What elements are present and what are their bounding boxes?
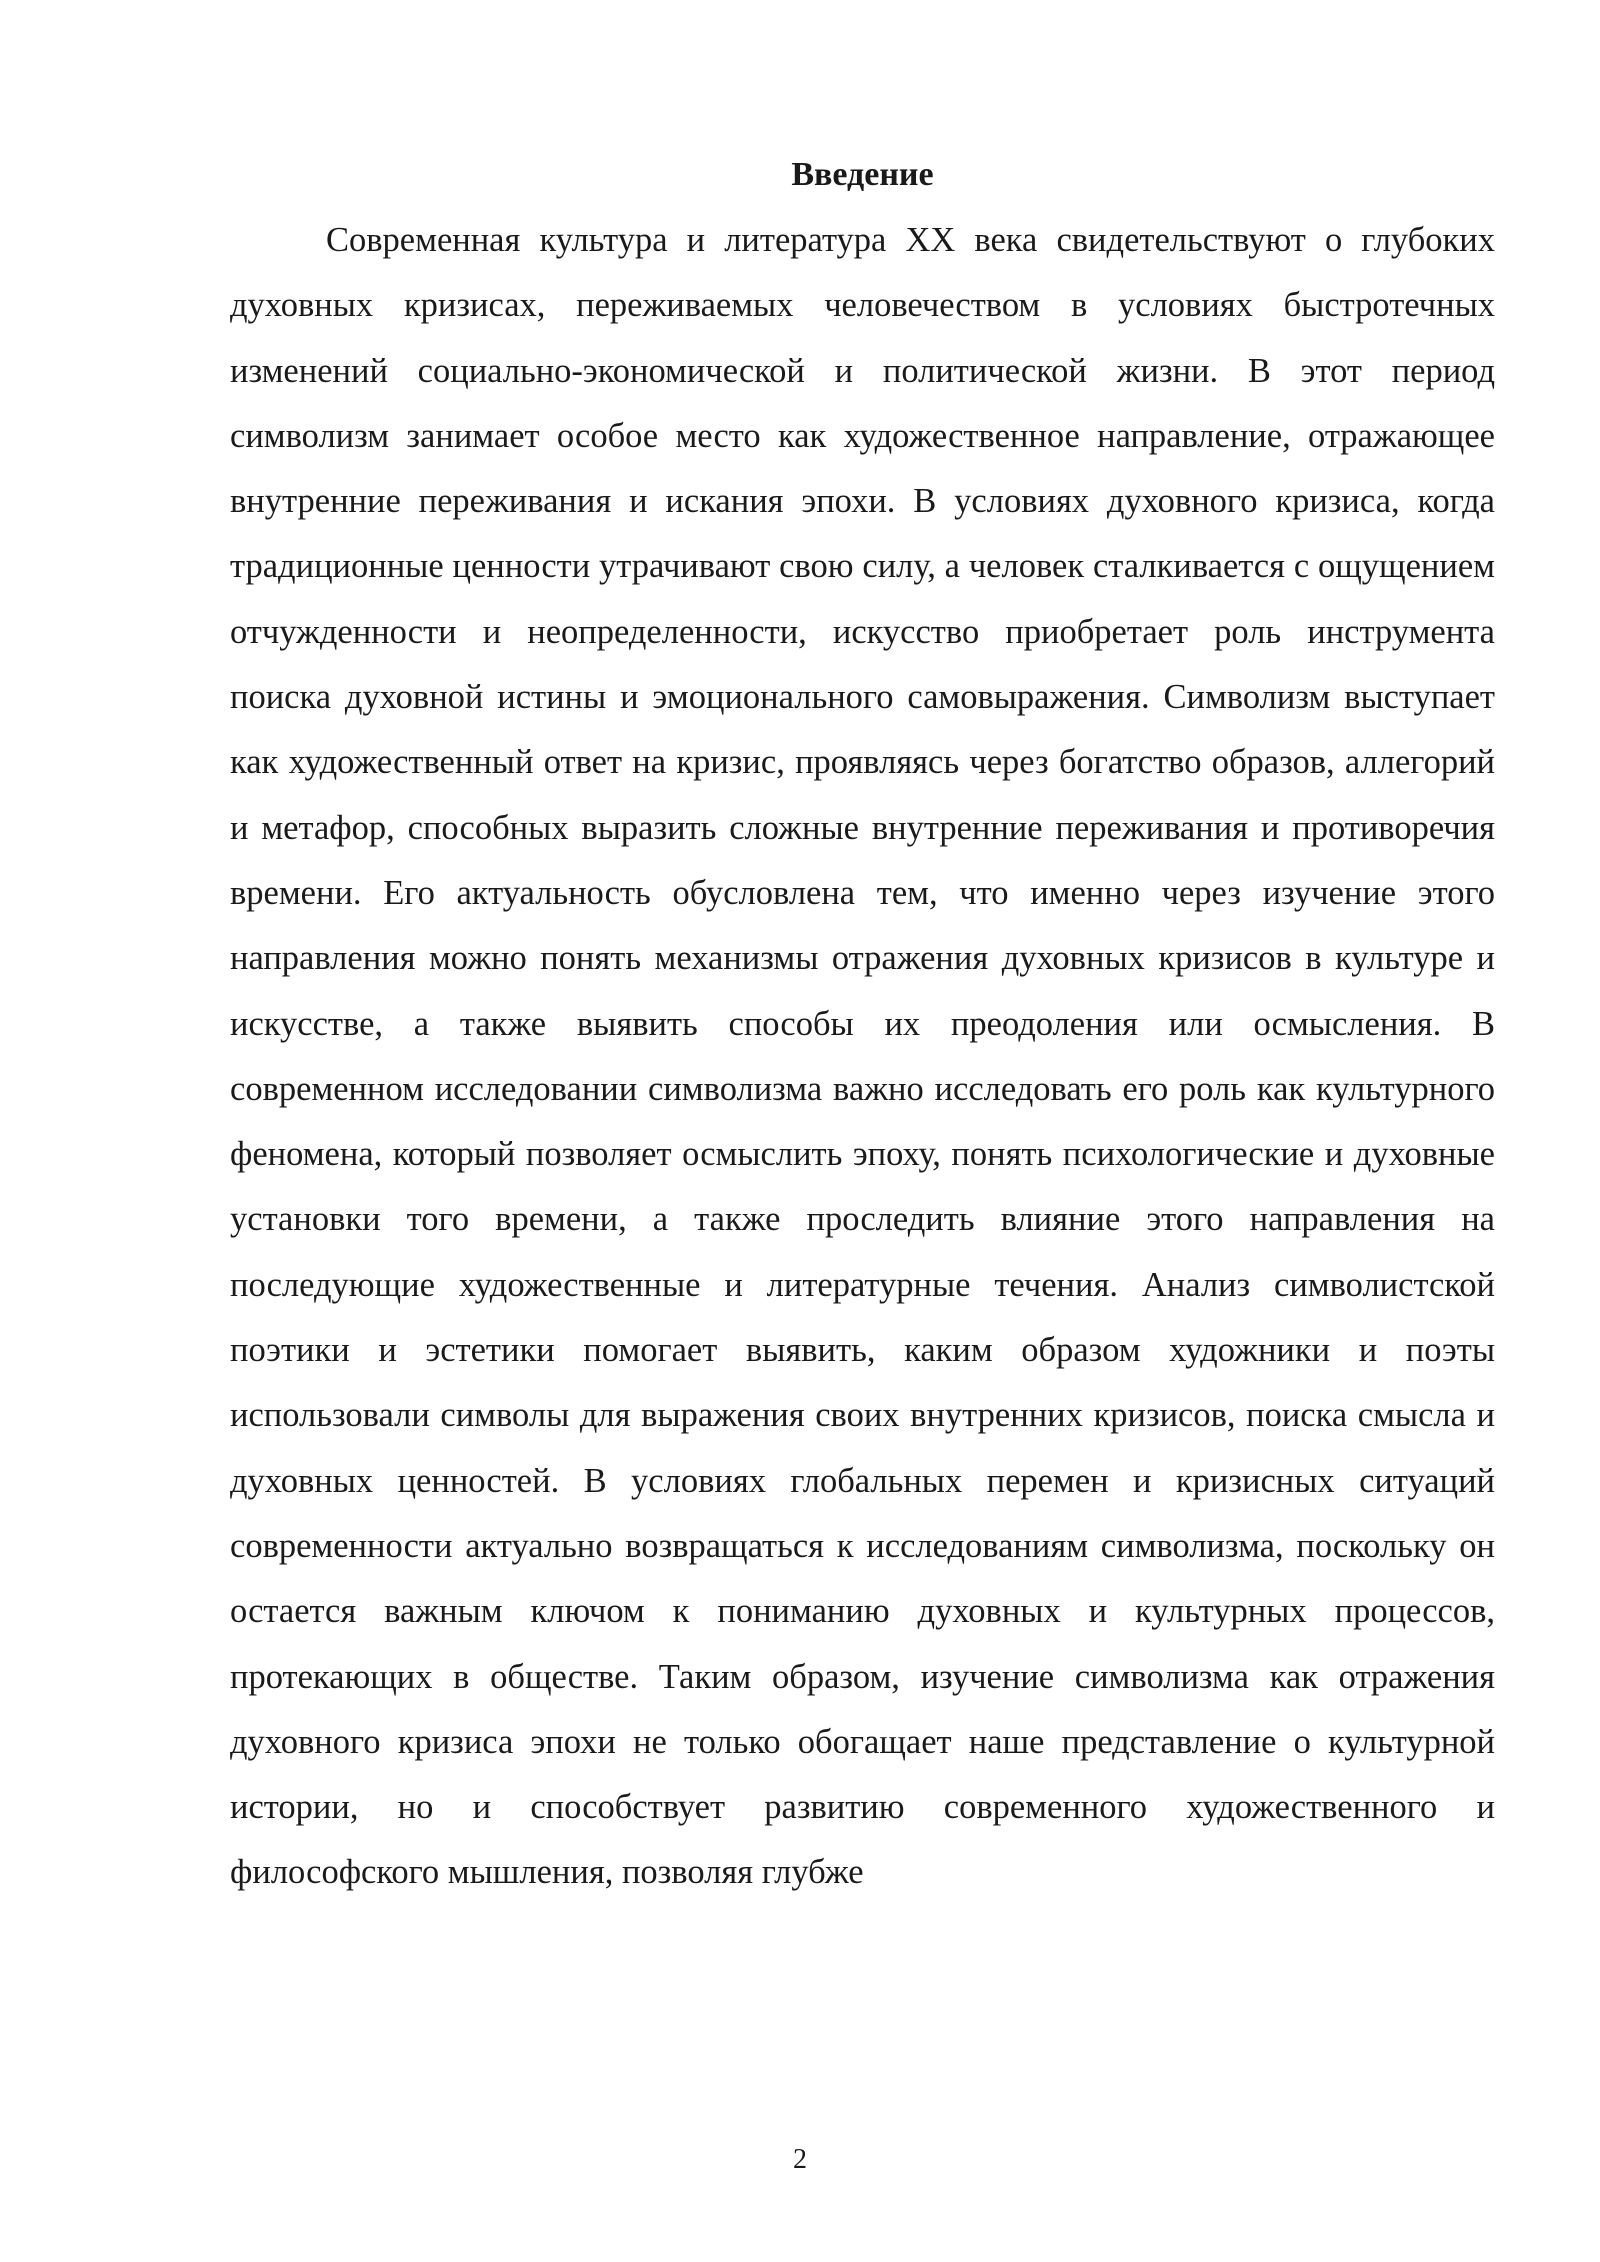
section-heading: Введение: [791, 156, 934, 193]
page-number: 2: [793, 2144, 807, 2175]
body-paragraph: Современная культура и литература XX века свидетельствуют о глубоких духовных кризисах, переживаемых человечеством в условиях быстротечных изменений социально-экономической и политической жизни. В этот период символизм занимает особое место как художественное направление, отражающее внутренние переживания и искания эпохи. В условиях духовного кризиса, когда традиционные ценности утрачивают свою силу, а человек сталкивается с ощущением отчужденности и неопределенности, искусство приобретает роль инструмента поиска духовной истины и эмоционального самовыражения. Символизм выступает как художественный ответ на кризис, проявляясь через богатство образов, аллегорий и метафор, способных выразить сложные внутренние переживания и противоречия времени. Его актуальность обусловлена тем, что именно через изучение этого направления можно понять механизмы отражения духовных кризисов в культуре и искусстве, а также выявить способы их преодоления или осмысления. В современном исследовании символизма важно исследовать его роль как культурного феномена, который позволяет осмыслить эпоху, понять психологические и духовные установки того времени, а также проследить влияние этого направления на последующие художественные и литературные течения. Анализ символистской поэтики и эстетики помогает выявить, каким образом художники и поэты использовали символы для выражения своих внутренних кризисов, поиска смысла и духовных ценностей. В условиях глобальных перемен и кризисных ситуаций современности актуально возвращаться к исследованиям символизма, поскольку он остается важным ключом к пониманию духовных и культурных процессов, протекающих в обществе. Таким образом, изучение символизма как отражения духовного кризиса эпохи не только обогащает наше представление о культурной истории, но и способствует развитию современного художественного и философского мышления, позволяя глубже: [230, 221, 1495, 1892]
